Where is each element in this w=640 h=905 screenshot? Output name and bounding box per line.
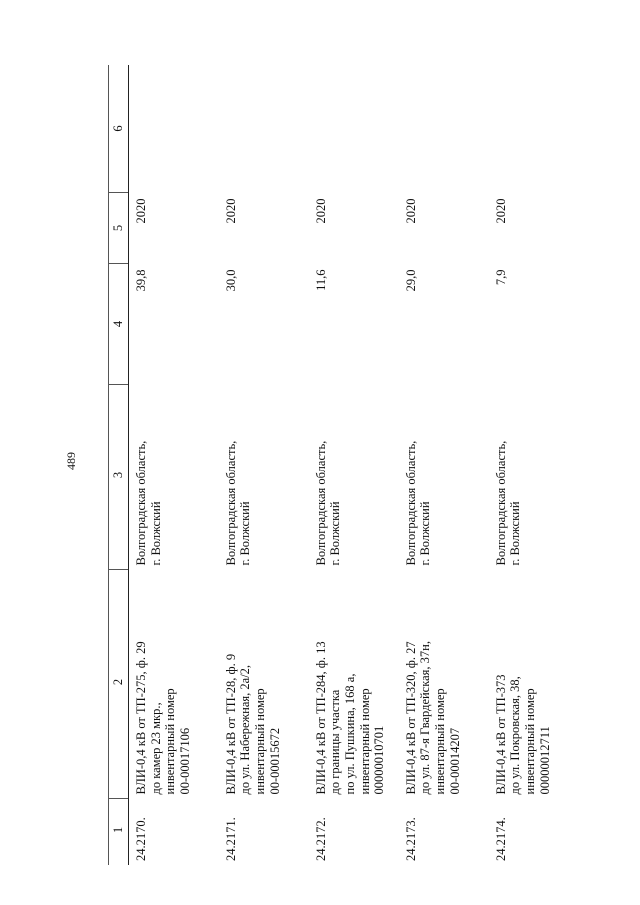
object-description-line: инвентарный номер	[252, 688, 267, 795]
object-description-line: до границы участка	[328, 689, 343, 795]
object-description	[309, 570, 399, 799]
table-header	[109, 65, 129, 865]
object-length: 11,6	[313, 269, 328, 291]
page-number: 489	[64, 452, 78, 470]
object-description-line: инвентарный номер	[357, 688, 372, 795]
object-address	[129, 385, 219, 570]
column-6-value	[309, 65, 399, 193]
object-description-line: 00-00014207	[447, 727, 462, 795]
object-description-line: ВЛИ-0,4 кВ от ТП-28, ф. 9	[223, 653, 238, 795]
rotated-page-content	[64, 65, 612, 865]
column-header-2: 2	[109, 570, 129, 799]
column-6-value	[129, 65, 219, 193]
commissioning-year: 2020	[134, 198, 148, 224]
object-description-line: ВЛИ-0,4 кВ от ТП-284, ф. 13	[313, 641, 328, 795]
column-6-value	[489, 65, 579, 193]
commissioning-year: 2020	[493, 198, 508, 224]
object-address	[309, 385, 399, 570]
column-header-1: 1	[109, 799, 129, 866]
object-address-line: Волгоградская область,	[134, 440, 148, 566]
object-address-line: Волгоградская область,	[223, 440, 238, 566]
property-register-table	[108, 65, 579, 865]
object-description-line: 00000012711	[537, 726, 552, 795]
object-description-line: ВЛИ-0,4 кВ от ТП-320, ф. 27	[403, 641, 418, 795]
row-number: 24.2173.	[403, 817, 418, 861]
object-address-line: Волгоградская область,	[313, 440, 328, 566]
column-header-6: 6	[109, 65, 129, 193]
object-description-line: по ул. Пушкина, 168 а,	[342, 673, 357, 795]
object-description-line: до ул. 87-я Гвардейская, 37н,	[418, 641, 433, 795]
row-number: 24.2174.	[493, 817, 508, 861]
object-description-line: до камер 23 мкр.,	[148, 702, 163, 795]
object-description-line: ВЛИ-0,4 кВ от ТП-275, ф. 29	[134, 641, 148, 795]
commissioning-year: 2020	[403, 198, 418, 224]
object-length: 30,0	[223, 269, 238, 292]
commissioning-year: 2020	[313, 198, 328, 224]
object-description-line: 00-00017106	[178, 727, 193, 795]
object-address-line: Волгоградская область,	[493, 440, 508, 566]
object-length: 39,8	[134, 269, 148, 292]
object-description-line: до ул. Набережная, 2а/2,	[238, 664, 253, 795]
column-6-value	[399, 65, 489, 193]
object-length: 7,9	[493, 269, 508, 286]
table-row	[309, 65, 399, 865]
table-row	[219, 65, 309, 865]
commissioning-year: 2020	[223, 198, 238, 224]
object-description	[489, 570, 579, 799]
table-row	[129, 65, 219, 865]
column-header-3: 3	[109, 385, 129, 570]
object-address	[399, 385, 489, 570]
object-description-line: до ул. Покровская, 38,	[508, 676, 523, 795]
object-address-line: г. Волжский	[328, 501, 343, 566]
column-6-value	[219, 65, 309, 193]
object-address-line: г. Волжский	[418, 501, 433, 566]
row-number: 24.2171.	[223, 817, 238, 861]
object-description-line: 00000010701	[372, 725, 387, 795]
object-address-line: г. Волжский	[508, 501, 523, 566]
object-address-line: Волгоградская область,	[403, 440, 418, 566]
row-number: 24.2170.	[134, 817, 148, 861]
object-description-line: инвентарный номер	[163, 688, 178, 795]
column-header-4: 4	[109, 264, 129, 385]
object-length: 29,0	[403, 269, 418, 292]
object-description	[399, 570, 489, 799]
object-description	[219, 570, 309, 799]
table-row	[399, 65, 489, 865]
column-header-5: 5	[109, 193, 129, 264]
object-description-line: ВЛИ-0,4 кВ от ТП-373	[493, 674, 508, 795]
table-body	[129, 65, 579, 865]
object-address-line: г. Волжский	[148, 501, 163, 566]
object-description-line: 00-00015672	[267, 727, 282, 795]
table-row	[489, 65, 579, 865]
object-description-line: инвентарный номер	[432, 688, 447, 795]
object-description-line: инвентарный номер	[522, 688, 537, 795]
object-description	[129, 570, 219, 799]
object-address	[489, 385, 579, 570]
object-address-line: г. Волжский	[238, 501, 253, 566]
row-number: 24.2172.	[313, 817, 328, 861]
object-address	[219, 385, 309, 570]
header-row	[109, 65, 129, 865]
